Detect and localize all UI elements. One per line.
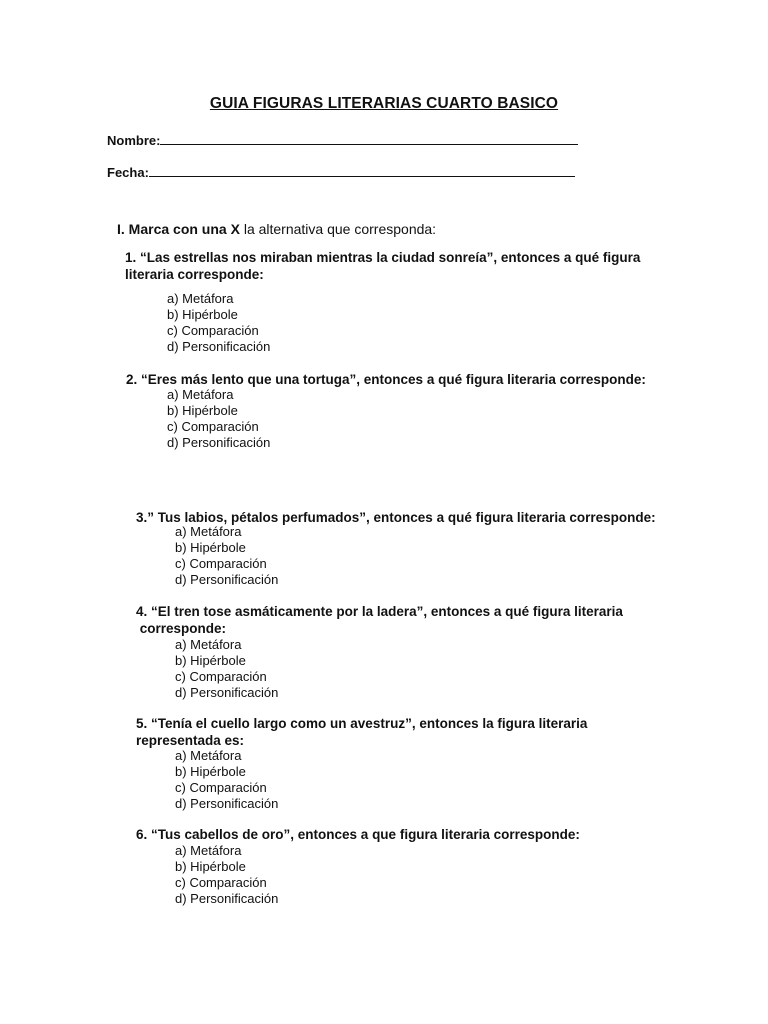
option-c[interactable]: c) Comparación	[175, 780, 267, 795]
option-c[interactable]: c) Comparación	[175, 669, 267, 684]
option-c[interactable]: c) Comparación	[167, 419, 259, 434]
instruction-x: X	[230, 221, 240, 237]
option-d[interactable]: d) Personificación	[167, 435, 271, 450]
fecha-label: Fecha:	[107, 165, 149, 180]
option-d[interactable]: d) Personificación	[167, 339, 271, 354]
fecha-field	[107, 165, 575, 180]
option-d[interactable]: d) Personificación	[175, 685, 279, 700]
nombre-field	[107, 133, 578, 148]
question-4-options	[175, 637, 278, 701]
option-a[interactable]: a) Metáfora	[175, 637, 242, 652]
fecha-blank-line	[149, 165, 575, 177]
option-a[interactable]: a) Metáfora	[167, 387, 234, 402]
question-1	[125, 249, 640, 283]
question-6-line1: 6. “Tus cabellos de oro”, entonces a que figura literaria corresponde:	[136, 827, 580, 842]
question-5-options	[175, 748, 278, 812]
instruction-text-b: la alternativa que corresponda:	[239, 221, 437, 237]
instruction-number: I.	[117, 221, 125, 237]
question-3-line1: 3.” Tus labios, pétalos perfumados”, entonces a qué figura literaria corresponde:	[136, 510, 656, 525]
option-a[interactable]: a) Metáfora	[175, 843, 242, 858]
nombre-label: Nombre:	[107, 133, 161, 148]
option-d[interactable]: d) Personificación	[175, 891, 279, 906]
nombre-blank-line	[160, 133, 578, 145]
option-c[interactable]: c) Comparación	[167, 323, 259, 338]
option-d[interactable]: d) Personificación	[175, 796, 279, 811]
question-1-options	[167, 291, 270, 355]
option-b[interactable]: b) Hipérbole	[175, 764, 246, 779]
option-c[interactable]: c) Comparación	[175, 875, 267, 890]
question-5	[136, 715, 587, 749]
option-b[interactable]: b) Hipérbole	[175, 653, 246, 668]
question-1-line1: 1. “Las estrellas nos miraban mientras la ciudad sonreía”, entonces a qué figura	[125, 250, 641, 265]
question-3-options	[175, 524, 278, 588]
question-2-line1: 2. “Eres más lento que una tortuga”, entonces a qué figura literaria corresponde:	[126, 372, 646, 387]
option-b[interactable]: b) Hipérbole	[167, 307, 238, 322]
question-6	[136, 826, 580, 843]
page-title: GUIA FIGURAS LITERARIAS CUARTO BASICO	[209, 95, 559, 112]
question-4-line2: corresponde:	[136, 621, 227, 636]
question-4-line1: 4. “El tren tose asmáticamente por la ladera”, entonces a qué figura literaria	[136, 604, 623, 619]
question-6-options	[175, 843, 278, 907]
question-2	[126, 371, 646, 388]
question-2-options	[167, 387, 270, 451]
option-a[interactable]: a) Metáfora	[167, 291, 234, 306]
question-5-line2: representada es:	[136, 733, 245, 748]
option-c[interactable]: c) Comparación	[175, 556, 267, 571]
option-b[interactable]: b) Hipérbole	[175, 859, 246, 874]
option-b[interactable]: b) Hipérbole	[175, 540, 246, 555]
question-1-line2: literaria corresponde:	[125, 267, 264, 282]
question-4	[136, 603, 623, 637]
instruction	[117, 221, 436, 237]
question-5-line1: 5. “Tenía el cuello largo como un avestruz”, entonces la figura literaria	[136, 716, 588, 731]
option-a[interactable]: a) Metáfora	[175, 748, 242, 763]
instruction-text-a: Marca con una	[128, 221, 231, 237]
option-a[interactable]: a) Metáfora	[175, 524, 242, 539]
option-b[interactable]: b) Hipérbole	[167, 403, 238, 418]
option-d[interactable]: d) Personificación	[175, 572, 279, 587]
